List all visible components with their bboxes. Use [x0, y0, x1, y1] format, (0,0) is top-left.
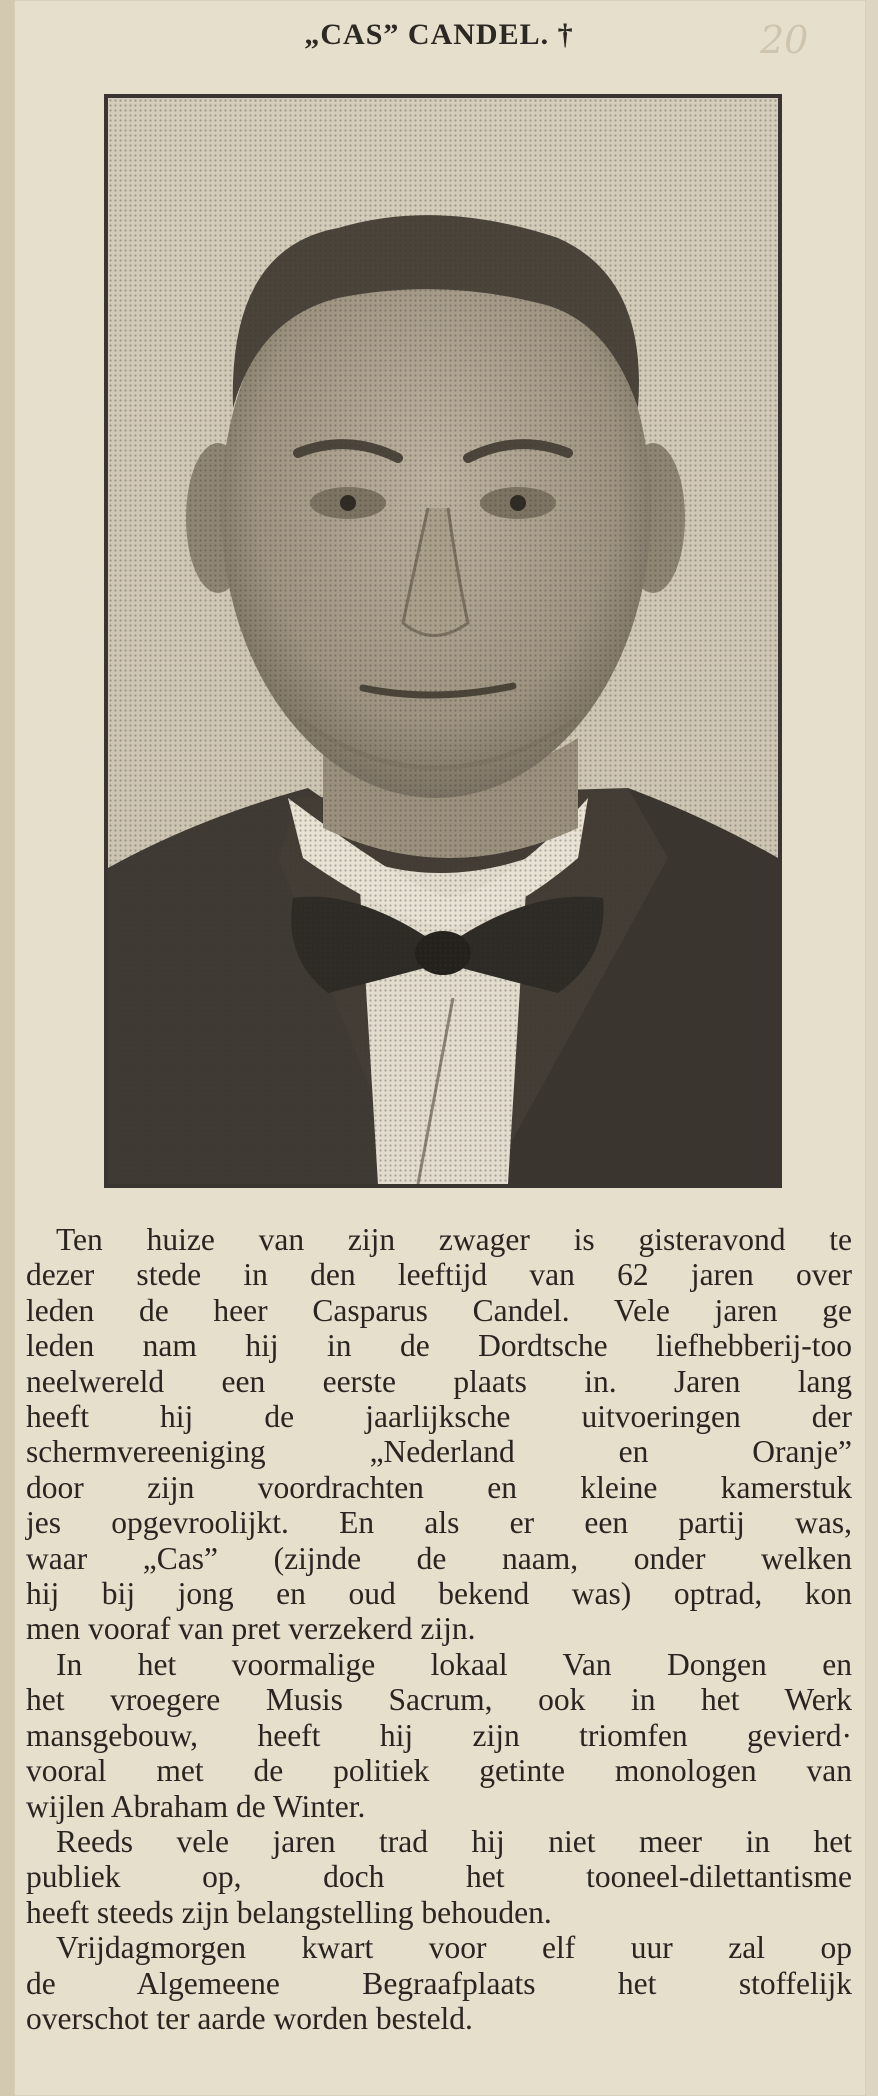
text-line: door zijn voordrachten en kleine kamerstuk	[26, 1469, 852, 1505]
text-line: publiek op, doch het tooneel-dilettantisme	[26, 1859, 852, 1895]
text-line: het vroegere Musis Sacrum, ook in het Werk	[26, 1682, 852, 1718]
text-line: heeft steeds zijn belangstelling behouden.	[26, 1894, 552, 1930]
text-line: In het voormalige lokaal Van Dongen en	[56, 1646, 852, 1682]
text-line: Ten huize van zijn zwager is gisteravond te	[56, 1222, 852, 1257]
text-line: Reeds vele jaren trad hij niet meer in het	[56, 1823, 852, 1859]
text-line: overschot ter aarde worden besteld.	[26, 2000, 473, 2036]
portrait-illustration	[108, 98, 778, 1184]
paragraph-1	[26, 1222, 852, 1647]
text-line: Vrijdagmorgen kwart voor elf uur zal op	[56, 1930, 852, 1966]
paragraph-2	[26, 1647, 852, 1824]
article-body	[26, 1222, 852, 2036]
handwritten-annotation: 20	[760, 18, 809, 62]
text-line: neelwereld een eerste plaats in. Jaren lang	[26, 1363, 852, 1399]
text-line: de Algemeene Begraafplaats het stoffelijk	[26, 1965, 852, 2001]
text-line: hij bij jong en oud bekend was) optrad, kon	[26, 1576, 852, 1612]
text-line: dezer stede in den leeftijd van 62 jaren over	[26, 1257, 852, 1293]
text-line: schermvereeniging „Nederland en Oranje”	[26, 1434, 852, 1470]
portrait-photo	[104, 94, 782, 1188]
text-line: heeft hij de jaarlijksche uitvoeringen der	[26, 1399, 852, 1435]
text-line: jes opgevroolijkt. En als er een partij was,	[26, 1505, 852, 1541]
text-line: vooral met de politiek getinte monologen van	[26, 1753, 852, 1789]
text-line: leden nam hij in de Dordtsche liefhebberij-too	[26, 1328, 852, 1364]
text-line: mansgebouw, heeft hij zijn triomfen gevierd·	[26, 1717, 852, 1753]
headline: „CAS” CANDEL. †	[304, 18, 574, 51]
paragraph-4	[26, 1930, 852, 2036]
text-line: waar „Cas” (zijnde de naam, onder welken	[26, 1540, 852, 1576]
text-line: leden de heer Casparus Candel. Vele jaren ge	[26, 1292, 852, 1328]
text-line: men vooraf van pret verzekerd zijn.	[26, 1611, 476, 1647]
text-line: wijlen Abraham de Winter.	[26, 1788, 366, 1824]
paragraph-3	[26, 1824, 852, 1930]
